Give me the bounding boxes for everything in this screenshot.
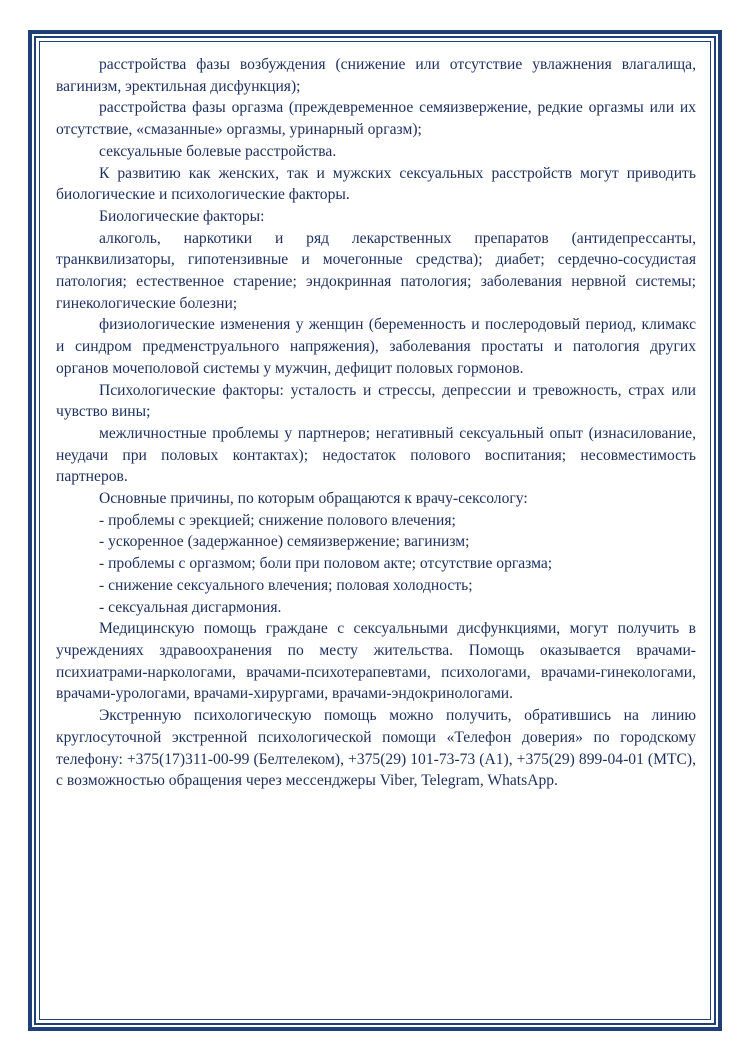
list-item-erection: - проблемы с эрекцией; снижение полового влечения; bbox=[99, 511, 456, 529]
paragraph-emergency-help: Экстренную психологическую помощь можно получить, обратившись на линию круглосуточной экстренной психологической помощи «Телефон доверия» по городскому телефону: +375(17)311-00-99 (Белтелеком), +375(29) 101-73-73 (А1), +375(29) 899-04-01 (МТС), с возможностью обращения через мессенджеры Viber, Telegram, WhatsApp. bbox=[56, 707, 696, 790]
paragraph-interpersonal-problems: межличностные проблемы у партнеров; негативный сексуальный опыт (изнасилование, неудачи при половых контактах); недостаток полового воспитания; несовместимость партнеров. bbox=[56, 424, 696, 486]
document-body bbox=[56, 54, 696, 792]
paragraph-biological-substances: алкоголь, наркотики и ряд лекарственных препаратов (антидепрессанты, транквилизаторы, гипотензивные и мочегонные средства); диабет; сердечно-сосудистая патология; естественное старение; эндокринная патология; заболевания нервной системы; гинекологические болезни; bbox=[56, 229, 696, 312]
paragraph-biological-physiological: физиологические изменения у женщин (беременность и послеродовый период, климакс и синдром предменструального напряжения), заболевания простаты и патология других органов мочеполовой системы у мужчин, дефицит половых гормонов. bbox=[56, 316, 696, 377]
list-item-libido: - снижение сексуального влечения; половая холодность; bbox=[99, 576, 473, 594]
paragraph-psychological-factors: Психологические факторы: усталость и стрессы, депрессии и тревожность, страх или чувство вины; bbox=[56, 381, 696, 421]
paragraph-arousal-disorders: расстройства фазы возбуждения (снижение или отсутствие увлажнения влагалища, вагинизм, эректильная дисфункция); bbox=[56, 56, 696, 95]
paragraph-medical-help: Медицинскую помощь граждане с сексуальными дисфункциями, могут получить в учреждениях здравоохранения по месту жительства. Помощь оказывается врачами-психиатрами-наркологами, врачами-психотерапевтами, психологами, врачами-гинекологами, врачами-урологами, врачами-хирургами, врачами-эндокринологами. bbox=[56, 620, 696, 703]
paragraph-pain-disorders: сексуальные болевые расстройства. bbox=[99, 142, 337, 160]
paragraph-causes-intro: К развитию как женских, так и мужских сексуальных расстройств могут приводить биологические и психологические факторы. bbox=[56, 164, 696, 204]
paragraph-reasons-heading: Основные причины, по которым обращаются к врачу-сексологу: bbox=[99, 490, 528, 508]
list-item-disharmony: - сексуальная дисгармония. bbox=[99, 598, 282, 616]
paragraph-biological-heading: Биологические факторы: bbox=[99, 207, 265, 225]
list-item-ejaculation: - ускоренное (задержанное) семяизвержение; вагинизм; bbox=[99, 533, 470, 551]
paragraph-orgasm-disorders: расстройства фазы оргазма (преждевременное семяизвержение, редкие оргазмы или их отсутствие, «смазанные» оргазмы, уринарный оргазм); bbox=[56, 99, 696, 139]
list-item-orgasm: - проблемы с оргазмом; боли при половом акте; отсутствие оргазма; bbox=[99, 555, 553, 573]
